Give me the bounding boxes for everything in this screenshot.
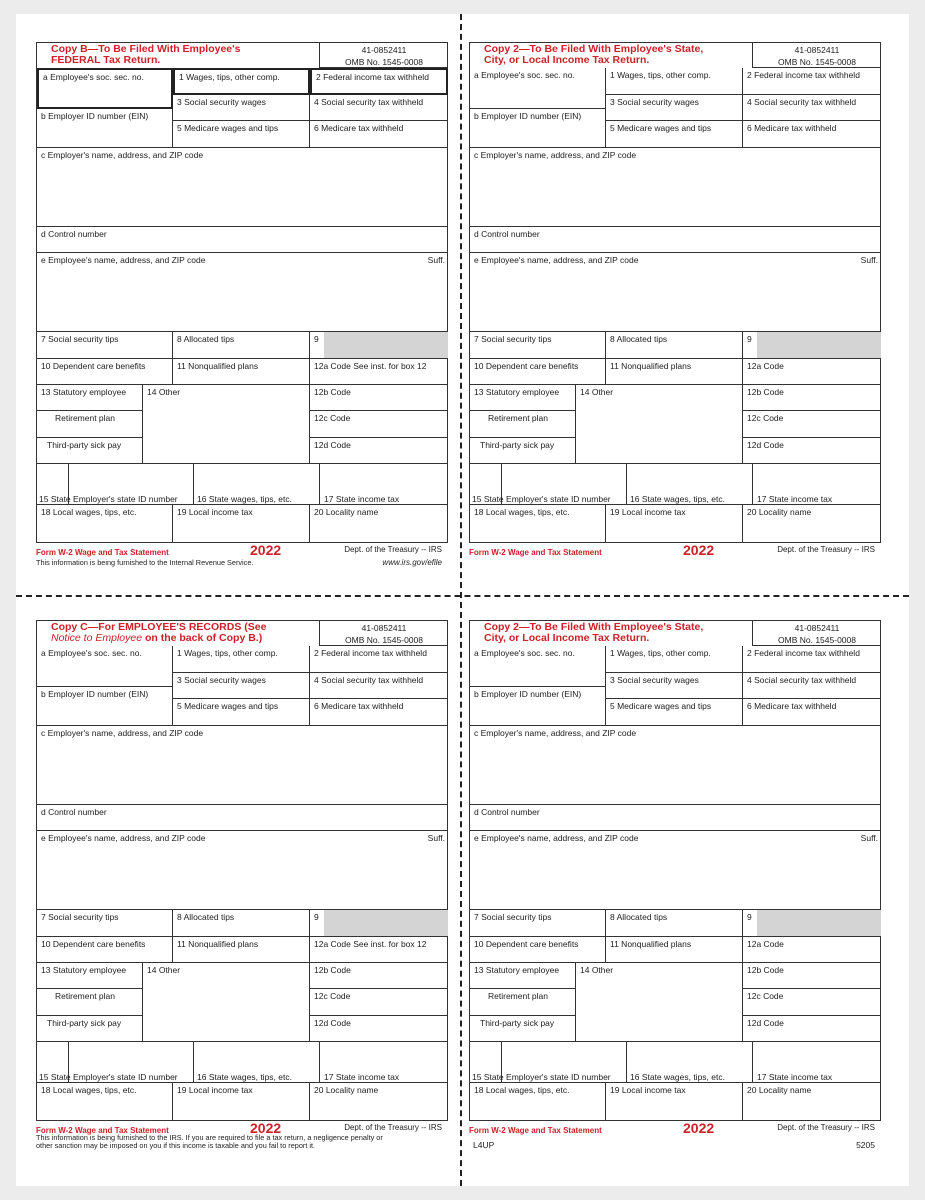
box-19[interactable]: [606, 1083, 743, 1121]
box-14-label: 14 Other: [580, 387, 614, 397]
omb-number: OMB No. 1545-0008: [345, 57, 423, 67]
box-6[interactable]: [743, 121, 881, 148]
box-20-label: 20 Locality name: [314, 507, 379, 517]
box-10-label: 10 Dependent care benefits: [41, 361, 146, 371]
box-5-label: 5 Medicare wages and tips: [177, 123, 279, 133]
w2-grid: [36, 620, 448, 1121]
box-a-label: a Employee's soc. sec. no.: [43, 72, 144, 82]
box-17-label: 17 State income tax: [757, 1072, 833, 1082]
box-5[interactable]: [606, 699, 743, 726]
box-7-label: 7 Social security tips: [41, 334, 119, 344]
box-3[interactable]: [173, 95, 310, 121]
box-12a-label: 12a Code See inst. for box 12: [314, 939, 427, 949]
box-13-statutory[interactable]: [37, 385, 143, 411]
box-13-retirement[interactable]: [470, 989, 576, 1016]
box-d-label: d Control number: [474, 229, 540, 239]
box-8[interactable]: [606, 910, 743, 937]
box-12c-label: 12c Code: [747, 413, 784, 423]
omb-cell: [753, 43, 881, 68]
box-7[interactable]: [37, 910, 173, 937]
box-2-label: 2 Federal income tax withheld: [314, 648, 427, 658]
box-9-shade: [757, 910, 881, 936]
box-9-label: 9: [314, 334, 319, 344]
box-12c[interactable]: [310, 411, 448, 438]
box-17-label: 17 State income tax: [324, 494, 400, 504]
box-2-label: 2 Federal income tax withheld: [747, 648, 860, 658]
box-8[interactable]: [606, 332, 743, 359]
box-1[interactable]: [606, 68, 743, 95]
box-6-label: 6 Medicare tax withheld: [747, 123, 837, 133]
box-14-label: 14 Other: [147, 965, 181, 975]
box-d-label: d Control number: [474, 807, 540, 817]
box-20-label: 20 Locality name: [747, 1085, 812, 1095]
box-9-label: 9: [314, 912, 319, 922]
copy-title-line-2: FEDERAL Tax Return.: [51, 54, 161, 66]
box-12d-label: 12d Code: [747, 1018, 784, 1028]
title-cell: [37, 43, 320, 68]
box-19[interactable]: [173, 505, 310, 543]
box-b-label: b Employer ID number (EIN): [41, 111, 149, 121]
copy-title: [51, 622, 266, 644]
box-3-label: 3 Social security wages: [177, 97, 266, 107]
box-14[interactable]: [143, 963, 310, 1042]
vertical-perforation: [460, 14, 462, 1186]
box-18[interactable]: [37, 505, 173, 543]
omb-number: OMB No. 1545-0008: [778, 635, 856, 645]
box-13-statutory[interactable]: [470, 385, 576, 411]
box-a[interactable]: [37, 646, 173, 687]
w2-copy-c: [36, 620, 448, 1160]
suffix-label: Suff.: [427, 255, 445, 265]
w2-grid: [469, 42, 881, 543]
box-e-label: e Employee's name, address, and ZIP code: [41, 255, 206, 265]
dept-treasury: Dept. of the Treasury -- IRS: [777, 1123, 875, 1132]
box-12b[interactable]: [310, 385, 448, 411]
box-9-shade: [757, 332, 881, 358]
box-3[interactable]: [173, 673, 310, 699]
copy-title-line-1: Copy C—For EMPLOYEE'S RECORDS (See: [51, 621, 267, 633]
box-14[interactable]: [143, 385, 310, 464]
box-13-statutory-label: 13 Statutory employee: [474, 387, 560, 397]
omb-number: OMB No. 1545-0008: [345, 635, 423, 645]
box-13-statutory[interactable]: [37, 963, 143, 989]
box-13-sick-pay[interactable]: [470, 1016, 576, 1042]
box-12b-label: 12b Code: [314, 387, 351, 397]
box-b-label: b Employer ID number (EIN): [474, 111, 582, 121]
box-11[interactable]: [606, 937, 743, 963]
box-9: [743, 910, 881, 937]
box-7[interactable]: [470, 910, 606, 937]
box-14[interactable]: [576, 385, 743, 464]
box-12d-label: 12d Code: [747, 440, 784, 450]
box-b[interactable]: [470, 687, 606, 726]
box-18-label: 18 Local wages, tips, etc.: [41, 1085, 137, 1095]
w2-copy-2-top: [469, 42, 881, 582]
box-20-label: 20 Locality name: [314, 1085, 379, 1095]
box-c-label: c Employer's name, address, and ZIP code: [41, 150, 204, 160]
box-13-sick-pay[interactable]: [470, 438, 576, 464]
box-2-label: 2 Federal income tax withheld: [747, 70, 860, 80]
form-name: Form W-2 Wage and Tax Statement: [36, 548, 169, 557]
title-cell: [470, 43, 753, 68]
dept-treasury: Dept. of the Treasury -- IRS: [344, 545, 442, 554]
irs-notice: This information is being furnished to the Internal Revenue Service.: [36, 558, 254, 567]
box-20[interactable]: [743, 1083, 881, 1121]
box-c-label: c Employer's name, address, and ZIP code: [474, 150, 637, 160]
box-8-label: 8 Allocated tips: [610, 912, 668, 922]
box-13-retirement-label: Retirement plan: [488, 991, 549, 1001]
box-b[interactable]: [470, 109, 606, 148]
box-18-label: 18 Local wages, tips, etc.: [474, 1085, 570, 1095]
box-8-label: 8 Allocated tips: [610, 334, 668, 344]
box-12d[interactable]: [310, 1016, 448, 1042]
dept-treasury: Dept. of the Treasury -- IRS: [777, 545, 875, 554]
box-14[interactable]: [576, 963, 743, 1042]
box-9-shade: [324, 910, 448, 936]
copy-title-line-1: Copy 2—To Be Filed With Employee's State,: [484, 621, 704, 633]
box-5-label: 5 Medicare wages and tips: [610, 123, 712, 133]
box-2[interactable]: [743, 68, 881, 95]
form-code: 41-0852411: [361, 45, 407, 55]
box-a-label: a Employee's soc. sec. no.: [474, 648, 575, 658]
box-19-label: 19 Local income tax: [177, 1085, 253, 1095]
box-15-label: 15 State Employer's state ID number: [472, 1072, 611, 1082]
tax-year: 2022: [683, 542, 715, 558]
box-12a[interactable]: [310, 937, 448, 963]
box-1-label: 1 Wages, tips, other comp.: [610, 648, 711, 658]
box-6-label: 6 Medicare tax withheld: [314, 123, 404, 133]
box-e[interactable]: [37, 831, 448, 910]
box-10-label: 10 Dependent care benefits: [474, 939, 579, 949]
box-14-label: 14 Other: [147, 387, 181, 397]
box-16-label: 16 State wages, tips, etc.: [630, 1072, 725, 1082]
box-9-label: 9: [747, 912, 752, 922]
box-8-label: 8 Allocated tips: [177, 912, 235, 922]
box-b[interactable]: [37, 109, 173, 148]
box-6[interactable]: [310, 121, 448, 148]
tax-year: 2022: [250, 542, 282, 558]
box-d[interactable]: [37, 805, 448, 831]
box-e-label: e Employee's name, address, and ZIP code: [474, 833, 639, 843]
box-e[interactable]: [470, 831, 881, 910]
box-e-label: e Employee's name, address, and ZIP code: [474, 255, 639, 265]
box-12c-label: 12c Code: [747, 991, 784, 1001]
box-a[interactable]: [470, 68, 606, 109]
box-12c[interactable]: [310, 989, 448, 1016]
box-9-shade: [324, 332, 448, 358]
form-code: 41-0852411: [794, 45, 840, 55]
box-9: [310, 910, 448, 937]
box-c[interactable]: [37, 148, 448, 227]
title-cell: [470, 621, 753, 646]
copy-title-line-2: City, or Local Income Tax Return.: [484, 632, 650, 644]
box-12c[interactable]: [743, 411, 881, 438]
box-13-statutory-label: 13 Statutory employee: [41, 965, 127, 975]
box-d[interactable]: [470, 227, 881, 253]
box-12a[interactable]: [310, 359, 448, 385]
box-18-label: 18 Local wages, tips, etc.: [474, 507, 570, 517]
box-15-label: 15 State Employer's state ID number: [39, 494, 178, 504]
copy-title-line-2: [51, 633, 266, 644]
box-13-retirement[interactable]: [37, 411, 143, 438]
box-13-retirement-label: Retirement plan: [55, 991, 116, 1001]
box-d[interactable]: [37, 227, 448, 253]
form-name: Form W-2 Wage and Tax Statement: [469, 548, 602, 557]
box-12a-label: 12a Code: [747, 939, 784, 949]
box-13-statutory-label: 13 Statutory employee: [41, 387, 127, 397]
box-8[interactable]: [173, 332, 310, 359]
box-13-retirement[interactable]: [470, 411, 576, 438]
tax-year: 2022: [683, 1120, 715, 1136]
box-13-sick-pay[interactable]: [37, 1016, 143, 1042]
box-7-label: 7 Social security tips: [474, 334, 552, 344]
box-12a-label: 12a Code: [747, 361, 784, 371]
box-12a[interactable]: [743, 937, 881, 963]
box-3[interactable]: [606, 673, 743, 699]
box-3-label: 3 Social security wages: [177, 675, 266, 685]
box-5-label: 5 Medicare wages and tips: [610, 701, 712, 711]
copy-title-line-2: City, or Local Income Tax Return.: [484, 54, 650, 66]
box-a-label: a Employee's soc. sec. no.: [474, 70, 575, 80]
box-15-label: 15 State Employer's state ID number: [39, 1072, 178, 1082]
box-12b[interactable]: [310, 963, 448, 989]
form-code: 41-0852411: [794, 623, 840, 633]
box-19[interactable]: [606, 505, 743, 543]
title-cell: [37, 621, 320, 646]
suffix-label: Suff.: [427, 833, 445, 843]
box-3-label: 3 Social security wages: [610, 97, 699, 107]
box-18[interactable]: [470, 1083, 606, 1121]
box-16-label: 16 State wages, tips, etc.: [197, 494, 292, 504]
box-e[interactable]: [37, 253, 448, 332]
box-12b[interactable]: [743, 963, 881, 989]
box-11-label: 11 Nonqualified plans: [610, 361, 692, 371]
box-10[interactable]: [470, 359, 606, 385]
w2-copy-2-bottom: [469, 620, 881, 1160]
box-12a[interactable]: [743, 359, 881, 385]
box-9-label: 9: [747, 334, 752, 344]
box-10[interactable]: [470, 937, 606, 963]
box-16-label: 16 State wages, tips, etc.: [197, 1072, 292, 1082]
box-d-label: d Control number: [41, 229, 107, 239]
tax-year: 2022: [250, 1120, 282, 1136]
box-e-label: e Employee's name, address, and ZIP code: [41, 833, 206, 843]
w2-grid: [36, 42, 448, 543]
box-12d-label: 12d Code: [314, 440, 351, 450]
copy-title: [484, 622, 703, 644]
suffix-label: Suff.: [860, 833, 878, 843]
box-8-label: 8 Allocated tips: [177, 334, 235, 344]
box-17-label: 17 State income tax: [324, 1072, 400, 1082]
box-a-label: a Employee's soc. sec. no.: [41, 648, 142, 658]
box-1-label: 1 Wages, tips, other comp.: [177, 648, 278, 658]
box-13-statutory[interactable]: [470, 963, 576, 989]
box-9: [743, 332, 881, 359]
omb-cell: [753, 621, 881, 646]
box-12b-label: 12b Code: [314, 965, 351, 975]
box-6-label: 6 Medicare tax withheld: [747, 701, 837, 711]
w2-grid: [469, 620, 881, 1121]
box-1-label: 1 Wages, tips, other comp.: [179, 72, 280, 82]
form-name: Form W-2 Wage and Tax Statement: [469, 1126, 602, 1135]
box-4[interactable]: [310, 95, 448, 121]
box-12d-label: 12d Code: [314, 1018, 351, 1028]
box-1[interactable]: [173, 68, 310, 95]
irs-website: www.irs.gov/efile: [382, 558, 442, 567]
box-3-label: 3 Social security wages: [610, 675, 699, 685]
box-c-label: c Employer's name, address, and ZIP code: [41, 728, 204, 738]
box-2[interactable]: [310, 68, 448, 95]
box-19-label: 19 Local income tax: [610, 507, 686, 517]
box-13-sick-label: Third-party sick pay: [47, 440, 122, 450]
box-7[interactable]: [470, 332, 606, 359]
box-6-label: 6 Medicare tax withheld: [314, 701, 404, 711]
form-code: 41-0852411: [361, 623, 407, 633]
form-code-left: L4UP: [473, 1140, 495, 1150]
box-11-label: 11 Nonqualified plans: [177, 361, 259, 371]
box-20[interactable]: [743, 505, 881, 543]
box-19-label: 19 Local income tax: [177, 507, 253, 517]
irs-notice: This information is being furnished to the IRS. If you are required to file a tax return, a negligence penalty or other sanction may be imposed on you if this income is taxable and you fail to report it.: [36, 1133, 383, 1150]
copy-title-line-1: Copy B—To Be Filed With Employee's: [51, 43, 241, 55]
dept-treasury: Dept. of the Treasury -- IRS: [344, 1123, 442, 1132]
copy-title: [51, 44, 240, 66]
box-4-label: 4 Social security tax withheld: [747, 675, 857, 685]
box-12d[interactable]: [743, 438, 881, 464]
box-13-retirement-label: Retirement plan: [488, 413, 549, 423]
suffix-label: Suff.: [860, 255, 878, 265]
box-12b-label: 12b Code: [747, 965, 784, 975]
box-15-label: 15 State Employer's state ID number: [472, 494, 611, 504]
box-2[interactable]: [743, 646, 881, 673]
box-11-label: 11 Nonqualified plans: [610, 939, 692, 949]
box-7-label: 7 Social security tips: [474, 912, 552, 922]
box-13-sick-label: Third-party sick pay: [480, 1018, 555, 1028]
box-13-sick-label: Third-party sick pay: [480, 440, 555, 450]
box-11[interactable]: [606, 359, 743, 385]
box-12b[interactable]: [743, 385, 881, 411]
box-18[interactable]: [470, 505, 606, 543]
box-7[interactable]: [37, 332, 173, 359]
box-13-sick-pay[interactable]: [37, 438, 143, 464]
box-13-retirement-label: Retirement plan: [55, 413, 116, 423]
box-14-label: 14 Other: [580, 965, 614, 975]
box-12a-label: 12a Code See inst. for box 12: [314, 361, 427, 371]
copy-title: [484, 44, 703, 66]
box-19[interactable]: [173, 1083, 310, 1121]
box-10-label: 10 Dependent care benefits: [474, 361, 579, 371]
box-19-label: 19 Local income tax: [610, 1085, 686, 1095]
box-12c[interactable]: [743, 989, 881, 1016]
w2-copy-b: [36, 42, 448, 582]
horizontal-perforation: [16, 595, 909, 597]
box-1[interactable]: [173, 646, 310, 673]
box-d[interactable]: [470, 805, 881, 831]
box-3[interactable]: [606, 95, 743, 121]
box-e[interactable]: [470, 253, 881, 332]
box-5[interactable]: [606, 121, 743, 148]
box-10[interactable]: [37, 359, 173, 385]
box-4[interactable]: [743, 95, 881, 121]
box-8[interactable]: [173, 910, 310, 937]
box-c[interactable]: [470, 726, 881, 805]
box-12d[interactable]: [743, 1016, 881, 1042]
box-13-statutory-label: 13 Statutory employee: [474, 965, 560, 975]
box-4[interactable]: [743, 673, 881, 699]
box-5-label: 5 Medicare wages and tips: [177, 701, 279, 711]
box-18-label: 18 Local wages, tips, etc.: [41, 507, 137, 517]
box-1[interactable]: [606, 646, 743, 673]
box-18[interactable]: [37, 1083, 173, 1121]
box-d-label: d Control number: [41, 807, 107, 817]
box-6[interactable]: [743, 699, 881, 726]
box-1-label: 1 Wages, tips, other comp.: [610, 70, 711, 80]
box-10[interactable]: [37, 937, 173, 963]
box-7-label: 7 Social security tips: [41, 912, 119, 922]
box-10-label: 10 Dependent care benefits: [41, 939, 146, 949]
box-17-label: 17 State income tax: [757, 494, 833, 504]
box-c-label: c Employer's name, address, and ZIP code: [474, 728, 637, 738]
box-b[interactable]: [37, 687, 173, 726]
box-12b-label: 12b Code: [747, 387, 784, 397]
box-5[interactable]: [173, 121, 310, 148]
box-11[interactable]: [173, 937, 310, 963]
box-4[interactable]: [310, 673, 448, 699]
box-16-label: 16 State wages, tips, etc.: [630, 494, 725, 504]
box-11[interactable]: [173, 359, 310, 385]
form-name: Form W-2 Wage and Tax Statement: [36, 1126, 169, 1135]
box-13-sick-label: Third-party sick pay: [47, 1018, 122, 1028]
omb-number: OMB No. 1545-0008: [778, 57, 856, 67]
box-20[interactable]: [310, 505, 448, 543]
box-2[interactable]: [310, 646, 448, 673]
box-11-label: 11 Nonqualified plans: [177, 939, 259, 949]
box-20[interactable]: [310, 1083, 448, 1121]
box-12d[interactable]: [310, 438, 448, 464]
box-5[interactable]: [173, 699, 310, 726]
box-20-label: 20 Locality name: [747, 507, 812, 517]
box-12c-label: 12c Code: [314, 991, 351, 1001]
box-a[interactable]: [37, 68, 173, 109]
box-2-label: 2 Federal income tax withheld: [316, 72, 429, 82]
box-4-label: 4 Social security tax withheld: [314, 675, 424, 685]
omb-cell: [320, 43, 448, 68]
box-c[interactable]: [37, 726, 448, 805]
box-13-retirement[interactable]: [37, 989, 143, 1016]
notice-rest: on the back of Copy B.): [142, 632, 263, 644]
notice-italic: Notice to Employee: [51, 632, 143, 644]
box-4-label: 4 Social security tax withheld: [314, 97, 424, 107]
form-code-right: 5205: [856, 1140, 875, 1150]
box-12c-label: 12c Code: [314, 413, 351, 423]
box-4-label: 4 Social security tax withheld: [747, 97, 857, 107]
box-a[interactable]: [470, 646, 606, 687]
box-c[interactable]: [470, 148, 881, 227]
omb-cell: [320, 621, 448, 646]
box-6[interactable]: [310, 699, 448, 726]
box-b-label: b Employer ID number (EIN): [474, 689, 582, 699]
box-9: [310, 332, 448, 359]
copy-title-line-1: Copy 2—To Be Filed With Employee's State,: [484, 43, 704, 55]
box-b-label: b Employer ID number (EIN): [41, 689, 149, 699]
